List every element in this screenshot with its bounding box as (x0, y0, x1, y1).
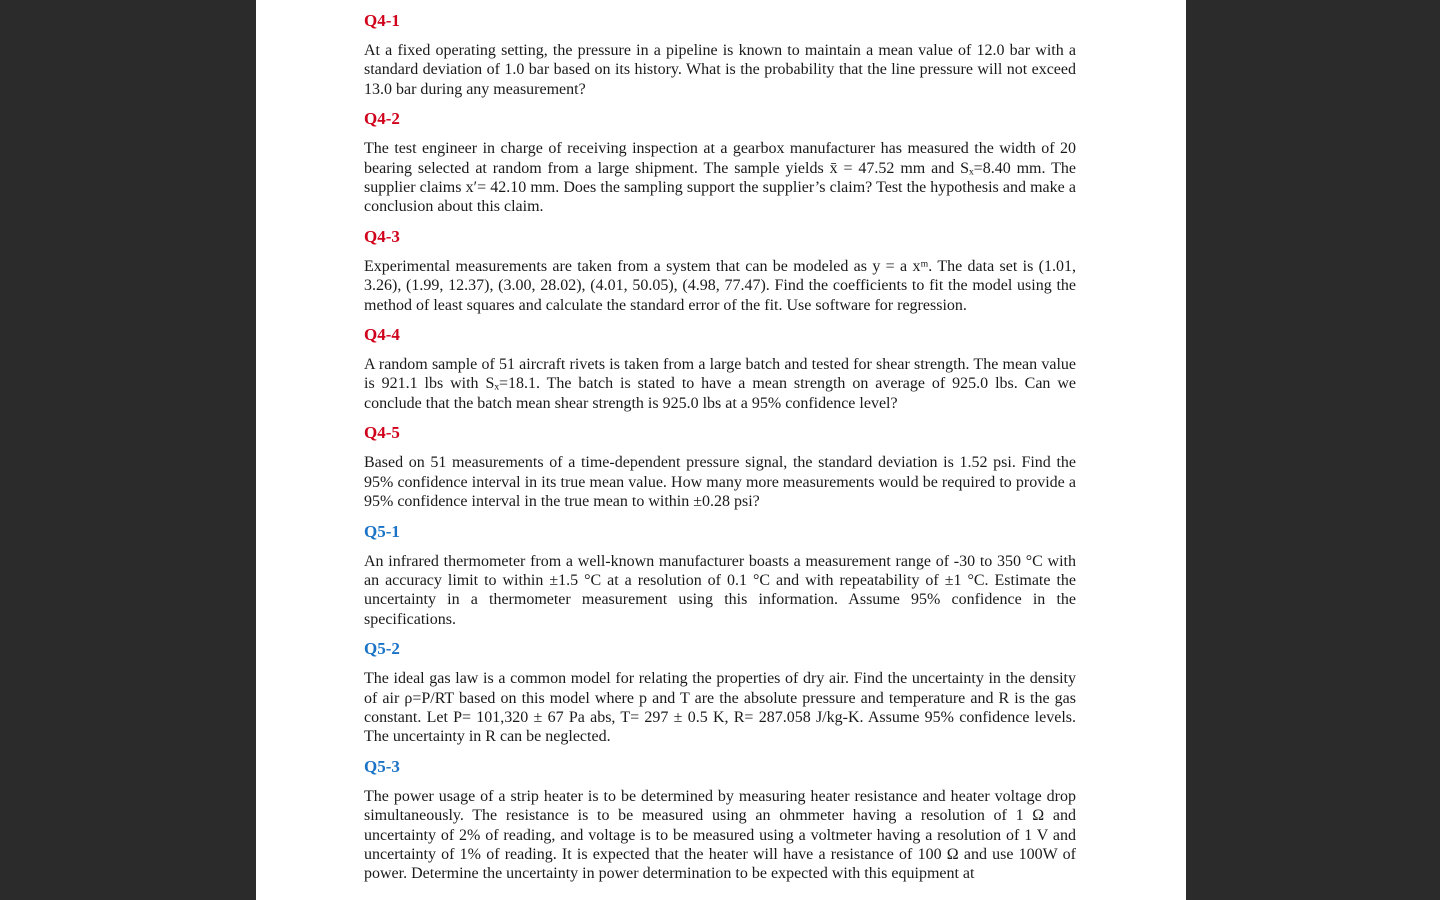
question-heading: Q4-2 (364, 109, 400, 129)
question-text: The ideal gas law is a common model for relating the properties of dry air. Find the uncertainty in the density of air ρ=P/RT based on this model where p and T are the absolute pressure and temperature and R is the gas constant. Let P= 101,320 ± 67 Pa abs, T= 297 ± 0.5 K, R= 287.058 J/kg-K. Assume 95% confidence levels. The uncertainty in R can be neglected. (364, 670, 1076, 746)
question-text: Experimental measurements are taken from a system that can be modeled as y = a xᵐ. The data set is (1.01, 3.26), (1.99, 12.37), (3.00, 28.02), (4.01, 50.05), (4.98, 77.47). Find the coefficients to fit the model using the method of least squares and calculate the standard error of the fit. Use software for regression. (364, 257, 1076, 314)
question-text: The test engineer in charge of receiving inspection at a gearbox manufacturer has measured the width of 20 bearing selected at random from a large shipment. The sample yields x̄ = 47.52 mm and Sₓ=8.40 mm. The supplier claims x′= 42.10 mm. Does the sampling support the supplier’s claim? Test the hypothesis and make a conclusion about this claim. (364, 140, 1076, 216)
question-q4-3 (364, 226, 1076, 315)
question-heading: Q5-2 (364, 639, 400, 659)
page-content (364, 10, 1076, 893)
question-q4-5 (364, 422, 1076, 511)
document-page (256, 0, 1186, 900)
question-text: The power usage of a strip heater is to be determined by measuring heater resistance and heater voltage drop simultaneously. The resistance is to be measured using an ohmmeter having a resolution of 1 Ω and uncertainty of 2% of reading, and voltage is to be measured using a voltmeter having a resolution of 1 V and uncertainty of 1% of reading. It is expected that the heater will have a resistance of 100 Ω and use 100W of power. Determine the uncertainty in power determination to be expected with this equipment at (364, 787, 1076, 883)
question-text: At a fixed operating setting, the pressure in a pipeline is known to maintain a mean value of 12.0 bar with a standard deviation of 1.0 bar based on its history. What is the probability that the line pressure will not exceed 13.0 bar during any measurement? (364, 42, 1076, 98)
question-text: An infrared thermometer from a well-known manufacturer boasts a measurement range of -30 to 350 °C with an accuracy limit to within ±1.5 °C at a resolution of 0.1 °C and with repeatability of ±1 °C. Estimate the uncertainty in a thermometer measurement using this information. Assume 95% confidence in the specifications. (364, 552, 1076, 628)
question-q4-2 (364, 108, 1076, 217)
question-q5-3 (364, 756, 1076, 884)
question-heading: Q5-1 (364, 521, 400, 541)
question-q4-1 (364, 10, 1076, 99)
question-text: Based on 51 measurements of a time-dependent pressure signal, the standard deviation is 1.52 psi. Find the 95% confidence interval in its true mean value. How many more measurements would be required to provide a 95% confidence interval in the true mean to within ±0.28 psi? (364, 454, 1076, 511)
question-text: A random sample of 51 aircraft rivets is taken from a large batch and tested for shear strength. The mean value is 921.1 lbs with Sₓ=18.1. The batch is stated to have a mean strength on average of 925.0 lbs. Can we conclude that the batch mean shear strength is 925.0 lbs at a 95% confidence level? (364, 356, 1076, 412)
question-heading: Q5-3 (364, 756, 400, 776)
question-heading: Q4-3 (364, 226, 400, 246)
question-heading: Q4-5 (364, 423, 400, 443)
question-heading: Q4-1 (364, 11, 400, 30)
question-q5-2 (364, 638, 1076, 747)
question-q5-1 (364, 521, 1076, 630)
question-q4-4 (364, 324, 1076, 413)
question-heading: Q4-4 (364, 325, 400, 345)
